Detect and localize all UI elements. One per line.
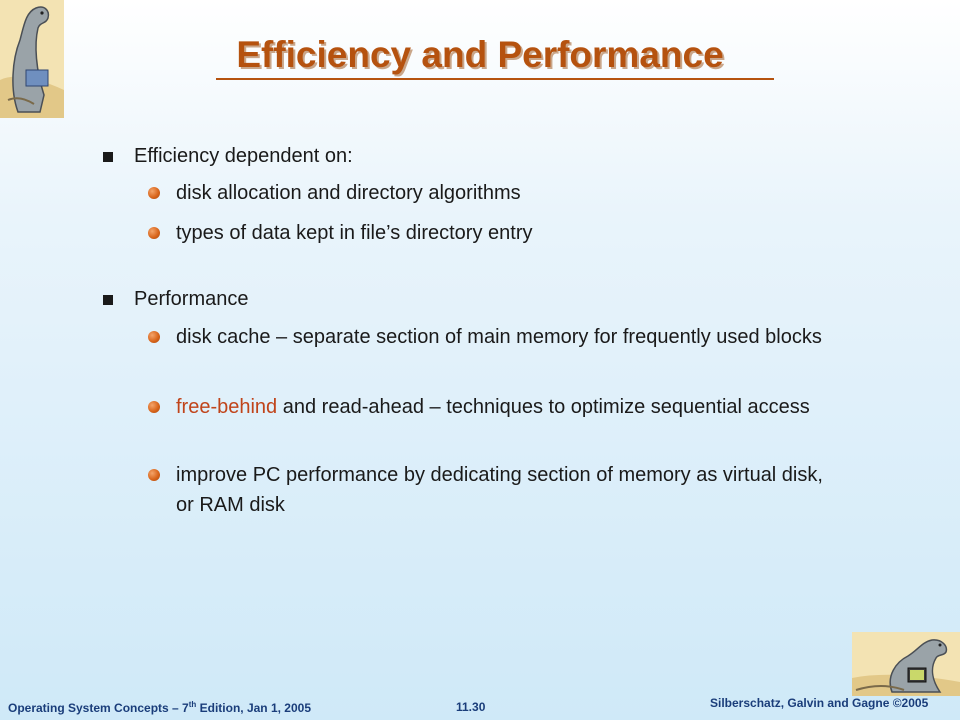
bullet-heading: Efficiency dependent on:: [134, 145, 353, 167]
sub-bullet-text: [176, 392, 846, 422]
round-bullet-icon: [148, 469, 160, 481]
round-bullet-icon: [148, 187, 160, 199]
round-bullet-icon: [148, 227, 160, 239]
sub-bullet-text: improve PC performance by dedicating section of memory as virtual disk, or RAM disk: [176, 464, 823, 516]
sub-bullet-text: disk cache – separate section of main memory for frequently used blocks: [176, 326, 822, 348]
square-bullet-icon: [103, 295, 113, 305]
footer-page-number: 11.30: [456, 700, 486, 714]
sub-bullet-text-rest: and read-ahead – techniques to optimize sequential access: [277, 396, 810, 418]
highlighted-term: free-behind: [176, 396, 278, 418]
slide-title: Efficiency and Performance: [236, 34, 724, 75]
round-bullet-icon: [148, 401, 160, 413]
square-bullet-icon: [103, 152, 113, 162]
footer-authors: Silberschatz, Galvin and Gagne ©2005: [710, 696, 929, 710]
bullet-heading: Performance: [134, 288, 249, 310]
round-bullet-icon: [148, 331, 160, 343]
sub-bullet-text: types of data kept in file’s directory entry: [176, 222, 533, 244]
footer-book-title: Operating System Concepts – 7th Edition, Jan 1, 2005: [8, 700, 312, 715]
sub-bullet-text: disk allocation and directory algorithms: [176, 182, 521, 204]
